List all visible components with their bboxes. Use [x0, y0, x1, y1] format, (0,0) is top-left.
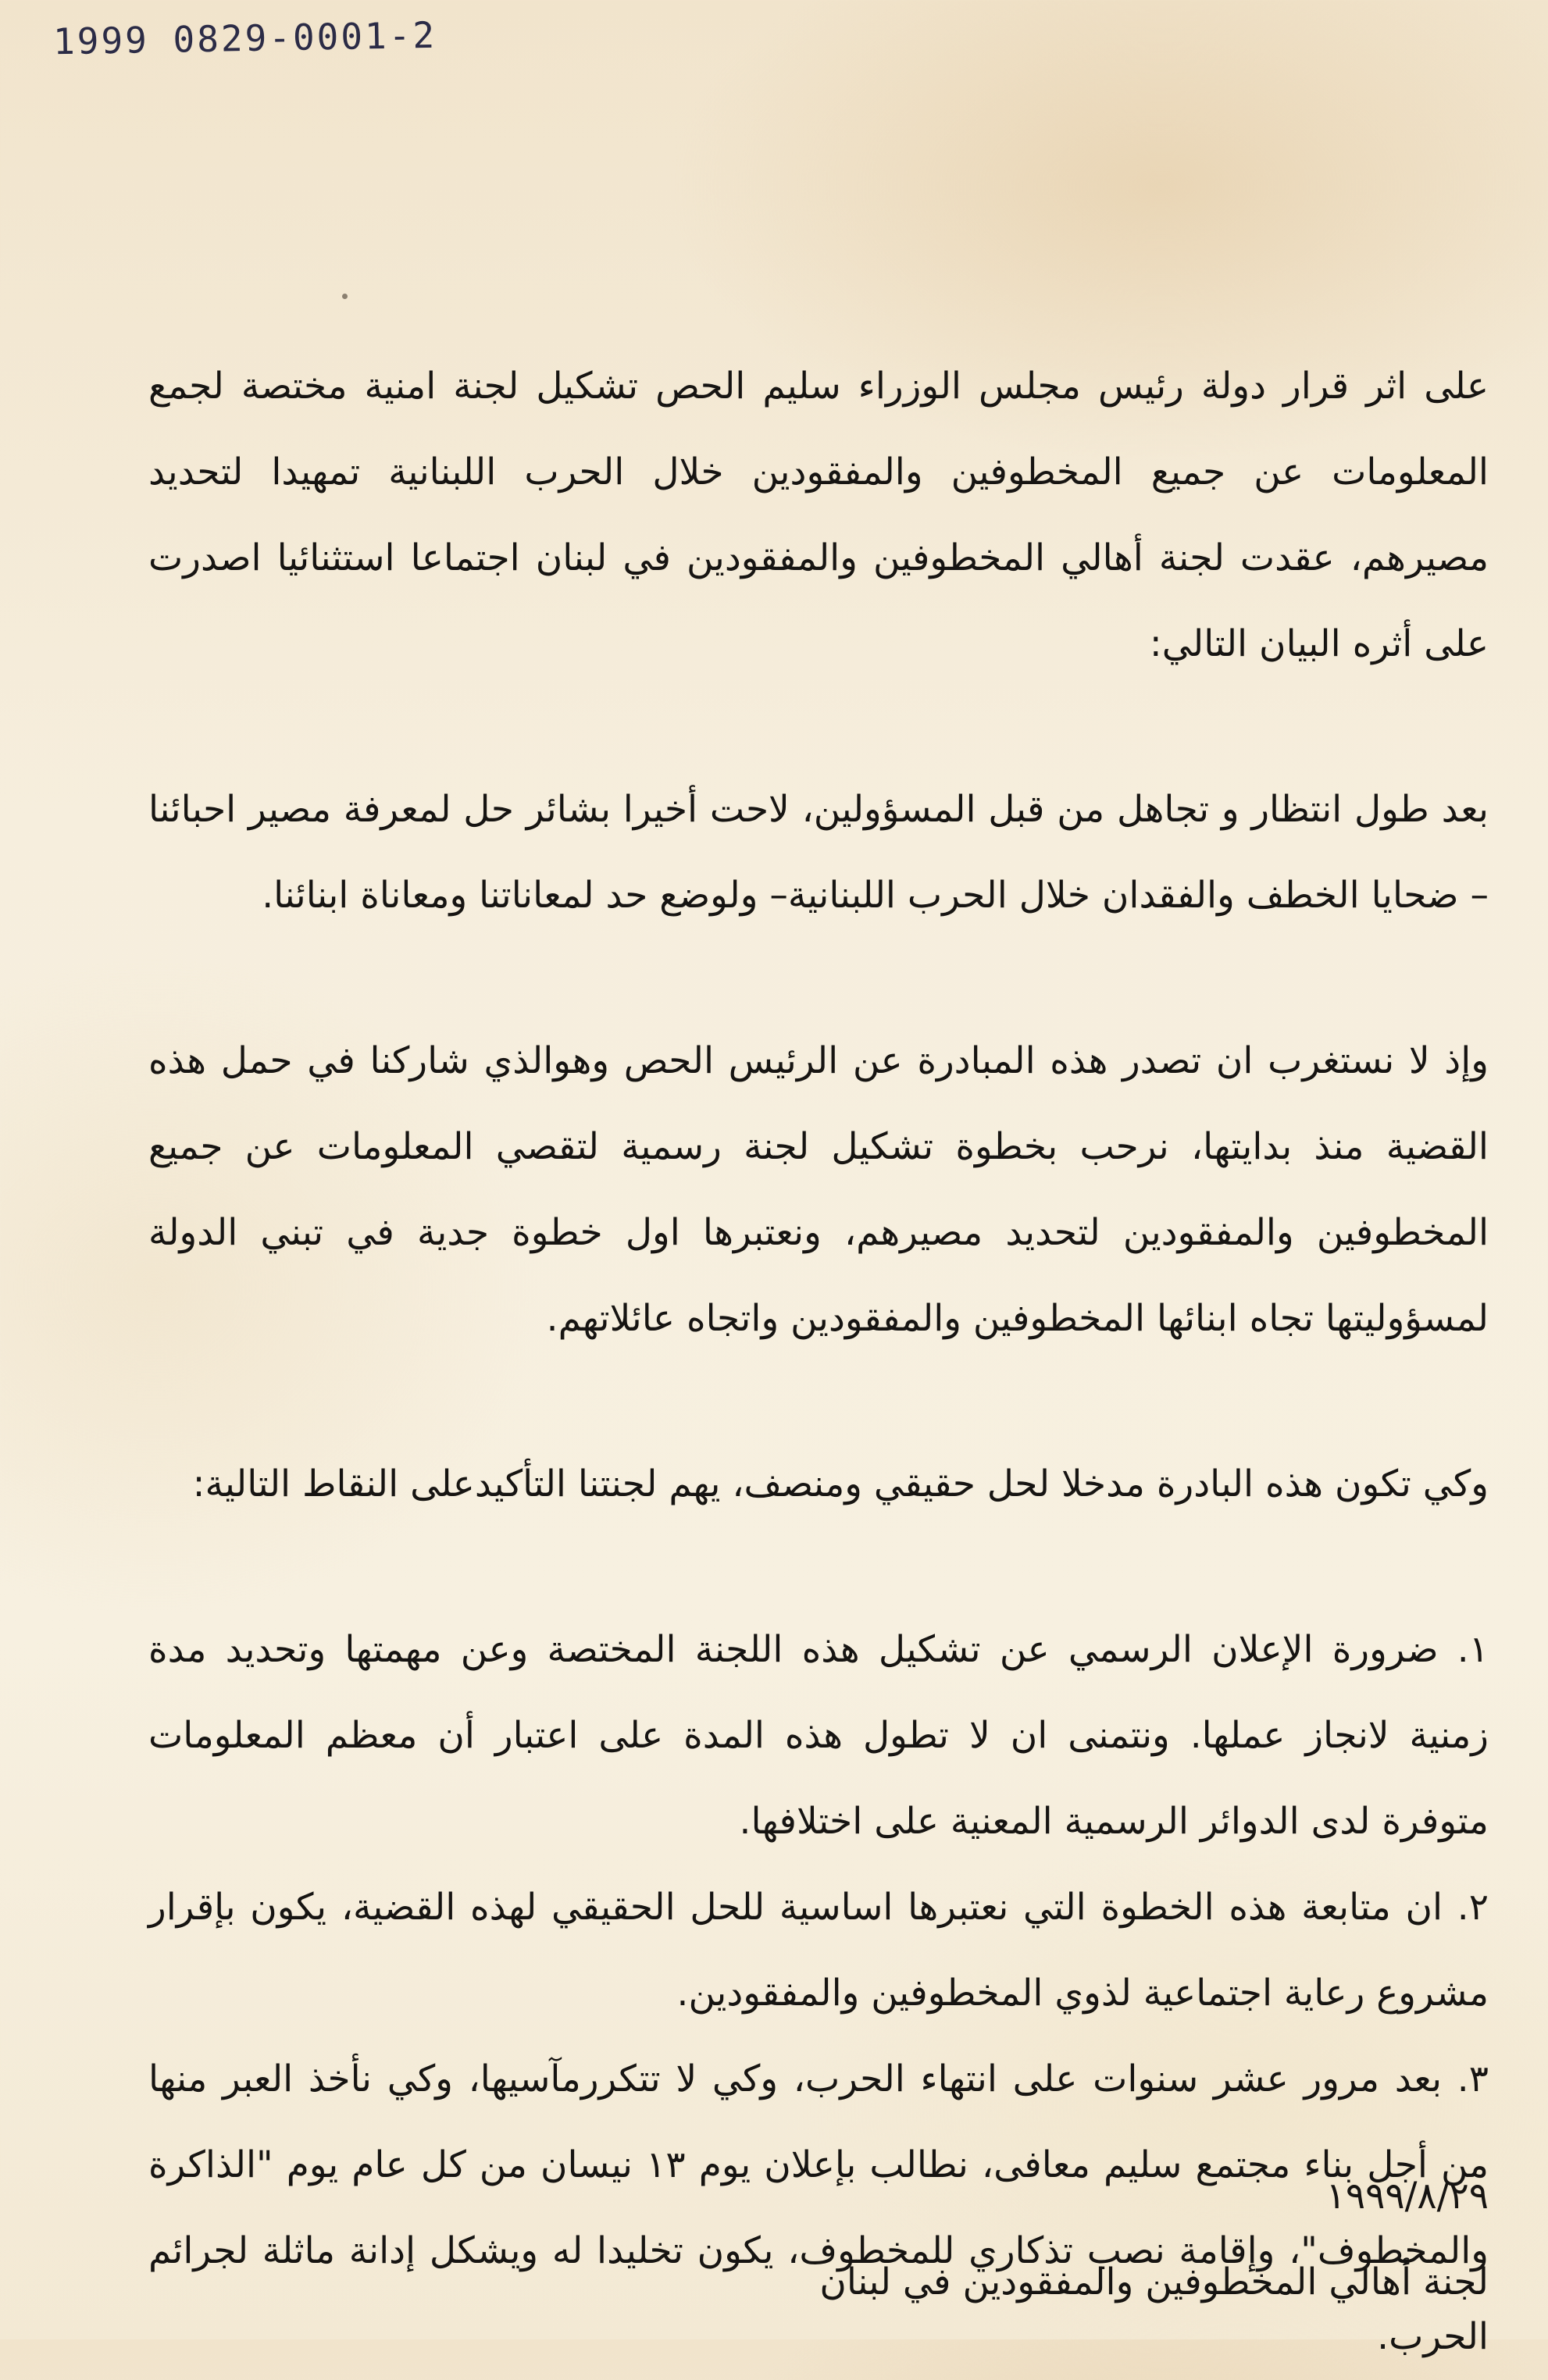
paper-speck	[342, 294, 348, 299]
point-item: ٢. ان متابعة هذه الخطوة التي نعتبرها اساسية للحل الحقيقي لهذه القضية، يكون بإقرار مشروع رعاية اجتماعية لذوي المخطوفين والمفقودين.	[148, 1886, 1489, 2015]
signatory-name: لجنة أهالي المخطوفين والمفقودين في لبنان	[819, 2261, 1489, 2303]
point-item: ٣. بعد مرور عشر سنوات على انتهاء الحرب، وكي لا تتكررمآسيها، وكي نأخذ العبر منها من أجل بناء مجتمع سليم معافى، نطالب بإعلان يوم ١٣ نيسان من كل عام يوم "الذاكرة والمخطوف"، وإقامة نصب تذكاري للمخطوف، يكون تخليدا له ويشكل إدانة ماثلة لجرائم الحرب.	[148, 2058, 1489, 2358]
document-date: ١٩٩٩/٨/٢٩	[1325, 2175, 1489, 2218]
point-item: ١. ضرورة الإعلان الرسمي عن تشكيل هذه اللجنة المختصة وعن مهمتها وتحديد مدة زمنية لانجاز عملها. ونتمنى ان لا تطول هذه المدة على اعتبار أن معظم المعلومات متوفرة لدى الدوائر الرسمية المعنية على اختلافها.	[148, 1628, 1489, 1843]
handwritten-reference-number: 1999 0829-0001-2	[52, 13, 437, 63]
signature-block	[819, 2154, 1489, 2325]
intro-paragraph: على اثر قرار دولة رئيس مجلس الوزراء سليم الحص تشكيل لجنة امنية مختصة لجمع المعلومات عن جميع المخطوفين والمفقودين خلال الحرب اللبنانية تمهيدا لتحديد مصيرهم، عقدت لجنة أهالي المخطوفين والمفقودين في لبنان اجتماعا استثنائيا اصدرت على أثره البيان التالي:	[148, 365, 1489, 665]
paragraph-waiting: بعد طول انتظار و تجاهل من قبل المسؤولين، لاحت أخيرا بشائر حل لمعرفة مصير احبائنا – ضحايا الخطف والفقدان خلال الحرب اللبنانية– ولوضع حد لمعاناتنا ومعاناة ابنائنا.	[148, 788, 1489, 917]
letter-body	[148, 344, 1489, 2358]
paragraph-welcome-initiative: وإذ لا نستغرب ان تصدر هذه المبادرة عن الرئيس الحص وهوالذي شاركنا في حمل هذه القضية منذ بدايتها، نرحب بخطوة تشكيل لجنة رسمية لتقصي المعلومات عن جميع المخطوفين والمفقودين لتحديد مصيرهم، ونعتبرها اول خطوة جدية في تبني الدولة لمسؤوليتها تجاه ابنائها المخطوفين والمفقودين واتجاه عائلاتهم.	[148, 1039, 1489, 1340]
paragraph-points-intro: وكي تكون هذه البادرة مدخلا لحل حقيقي ومنصف، يهم لجنتنا التأكيدعلى النقاط التالية:	[192, 1463, 1489, 1505]
